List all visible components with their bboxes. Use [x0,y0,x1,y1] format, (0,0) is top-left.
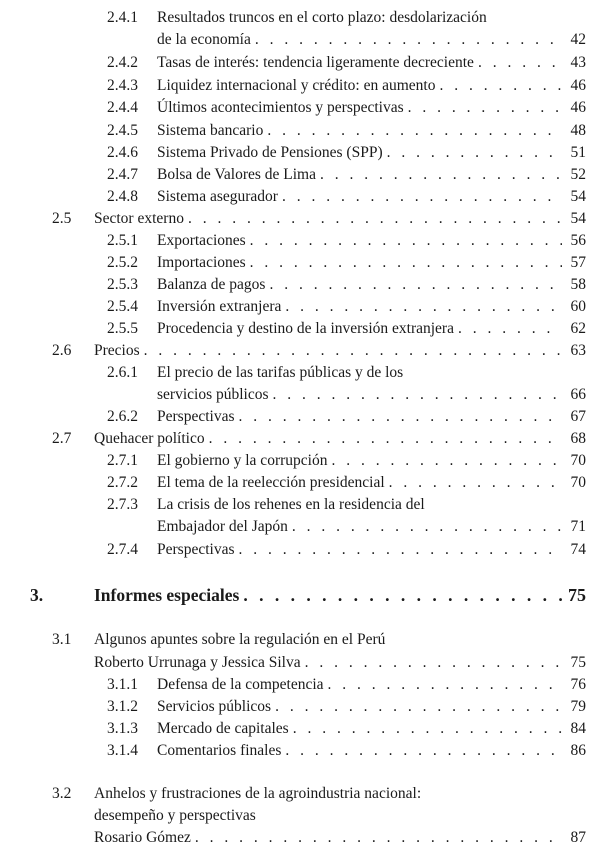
toc-entry-2-4-8[interactable] [0,187,600,207]
toc-entry-2-5-1[interactable] [0,231,600,251]
entry-title: Precios [94,342,140,359]
toc-entry-2-7-1[interactable] [0,451,600,471]
dot-leader [324,675,562,695]
dot-leader [140,341,562,361]
dot-leader [251,30,562,50]
entry-title: Importaciones [157,254,246,271]
entry-number: 3.1.4 [107,742,138,759]
toc-entry-2-6-1[interactable] [0,363,600,383]
entry-title: Liquidez internacional y crédito: en aumento [157,77,436,94]
entry-title-line: Anhelos y frustraciones de la agroindustria nacional: [94,785,422,802]
dot-leader [234,407,562,427]
entry-title: Mercado de capitales [157,720,289,737]
entry-number: 3.1.3 [107,720,138,737]
page-number: 71 [570,518,586,535]
entry-title: Sistema asegurador [157,188,278,205]
page-number: 43 [570,54,586,71]
entry-number: 2.6.2 [107,408,138,425]
entry-number: 2.7.4 [107,541,138,558]
entry-title: Tasas de interés: tendencia ligeramente decreciente [157,54,474,71]
page-number: 66 [570,386,586,403]
toc-entry-2-5-2[interactable] [0,253,600,273]
entry-number: 2.4.6 [107,144,138,161]
toc-entry-2-4-1-continued[interactable] [0,30,600,50]
dot-leader [271,697,562,717]
entry-number: 2.4.8 [107,188,138,205]
page-number: 67 [570,408,586,425]
dot-leader [281,741,562,761]
entry-title-line: desempeño y perspectivas [94,807,256,824]
entry-number: 2.6.1 [107,364,138,381]
entry-title: servicios públicos [157,386,269,403]
entry-title: Sistema bancario [157,122,264,139]
toc-entry-2-4-5[interactable] [0,121,600,141]
entry-title: Perspectivas [157,541,235,558]
page-number: 74 [570,541,586,558]
entry-number: 2.4.1 [107,9,138,26]
entry-title: Quehacer político [94,430,205,447]
entry-number: 3.1 [52,631,72,648]
entry-number: 2.4.5 [107,122,138,139]
dot-leader [383,143,562,163]
entry-number: 2.7.2 [107,474,138,491]
entry-title-line: El precio de las tarifas públicas y de los [157,364,404,381]
entry-title: Últimos acontecimientos y perspectivas [157,99,404,116]
page-number: 87 [570,829,586,846]
toc-entry-3-1-2[interactable] [0,697,600,717]
entry-author: Rosario Gómez [94,829,191,846]
chapter-number: 3. [30,585,44,605]
toc-entry-2-5-5[interactable] [0,319,600,339]
page-number: 68 [570,430,586,447]
toc-entry-2-5[interactable] [0,209,600,229]
entry-title: Procedencia y destino de la inversión extranjera [157,320,454,337]
toc-entry-3-1-4[interactable] [0,741,600,761]
entry-title-line: Algunos apuntes sobre la regulación en el Perú [94,631,386,648]
dot-leader [246,253,562,273]
entry-number: 2.4.7 [107,166,138,183]
entry-title: El tema de la reelección presidencial [157,474,385,491]
entry-title: Exportaciones [157,232,246,249]
page-number: 70 [570,474,586,491]
toc-entry-2-4-6[interactable] [0,143,600,163]
entry-title: de la economía [157,31,251,48]
dot-leader [278,187,562,207]
page-number: 46 [570,99,586,116]
page-number: 60 [570,298,586,315]
toc-entry-2-6[interactable] [0,341,600,361]
entry-title: Balanza de pagos [157,276,266,293]
toc-entry-2-4-1[interactable] [0,8,600,28]
toc-entry-2-7-4[interactable] [0,540,600,560]
entry-title: Servicios públicos [157,698,272,715]
page-number: 58 [570,276,586,293]
toc-entry-2-4-4[interactable] [0,98,600,118]
toc-entry-3-1-author[interactable] [0,653,600,673]
page-number: 54 [570,188,586,205]
entry-number: 3.2 [52,785,72,802]
page-number: 70 [570,452,586,469]
entry-title: Perspectivas [157,408,235,425]
page-number: 46 [570,77,586,94]
entry-number: 2.7.1 [107,452,138,469]
toc-entry-2-4-2[interactable] [0,53,600,73]
page-number: 57 [570,254,586,271]
dot-leader [281,297,562,317]
toc-entry-3-2-author[interactable] [0,828,600,848]
entry-number: 2.4.4 [107,99,138,116]
dot-leader [265,275,562,295]
entry-title: Sector externo [94,210,184,227]
dot-leader [191,828,562,848]
chapter-title: Informes especiales [94,585,240,605]
page-number: 63 [570,342,586,359]
page-number: 56 [570,232,586,249]
entry-number: 2.5.5 [107,320,138,337]
dot-leader [316,165,562,185]
dot-leader [301,653,562,673]
toc-entry-2-6-2[interactable] [0,407,600,427]
entry-title: Sistema Privado de Pensiones (SPP) [157,144,383,161]
entry-title: Inversión extranjera [157,298,282,315]
entry-number: 2.5.1 [107,232,138,249]
page-number: 62 [570,320,586,337]
dot-leader [435,76,562,96]
dot-leader [269,385,563,405]
entry-title: El gobierno y la corrupción [157,452,328,469]
toc-entry-2-5-3[interactable] [0,275,600,295]
toc-entry-3-2-line2[interactable] [0,806,600,826]
toc-entry-2-4-3[interactable] [0,76,600,96]
page-number: 51 [570,144,586,161]
entry-number: 2.5.2 [107,254,138,271]
dot-leader [246,231,562,251]
page-number: 84 [570,720,586,737]
entry-number: 2.5 [52,210,72,227]
toc-entry-3-1-3[interactable] [0,719,600,739]
entry-number: 2.6 [52,342,72,359]
page-number: 79 [570,698,586,715]
dot-leader [263,121,562,141]
page-number: 76 [570,676,586,693]
page-number: 54 [570,210,586,227]
toc-entry-2-7-3[interactable] [0,495,600,515]
toc-entry-2-7-2[interactable] [0,473,600,493]
toc-entry-3-1[interactable] [0,630,600,650]
dot-leader [474,53,562,73]
entry-title-line: La crisis de los rehenes en la residencia del [157,496,425,513]
page-number: 75 [570,654,586,671]
dot-leader [327,451,562,471]
entry-author: Roberto Urrunaga y Jessica Silva [94,654,301,671]
dot-leader [239,583,562,607]
page-number: 48 [570,122,586,139]
toc-entry-2-7-3-continued[interactable] [0,517,600,537]
dot-leader [234,540,562,560]
page-number: 52 [570,166,586,183]
toc-chapter-3[interactable] [0,583,600,607]
entry-title: Bolsa de Valores de Lima [157,166,316,183]
dot-leader [205,429,562,449]
toc-entry-2-4-7[interactable] [0,165,600,185]
toc-entry-3-1-1[interactable] [0,675,600,695]
entry-number: 3.1.1 [107,676,138,693]
page-number: 42 [570,31,586,48]
entry-number: 2.7.3 [107,496,138,513]
entry-number: 2.5.3 [107,276,138,293]
entry-number: 3.1.2 [107,698,138,715]
entry-title-line: Resultados truncos en el corto plazo: desdolarización [157,9,487,26]
entry-title: Defensa de la competencia [157,676,324,693]
dot-leader [404,98,562,118]
toc-entry-2-7[interactable] [0,429,600,449]
dot-leader [184,209,562,229]
page-number: 75 [568,585,586,605]
dot-leader [385,473,562,493]
dot-leader [454,319,562,339]
entry-number: 2.5.4 [107,298,138,315]
entry-number: 2.4.2 [107,54,138,71]
toc-entry-2-5-4[interactable] [0,297,600,317]
toc-entry-2-6-1-continued[interactable] [0,385,600,405]
dot-leader [288,517,562,537]
entry-title: Embajador del Japón [157,518,288,535]
entry-title: Comentarios finales [157,742,282,759]
entry-number: 2.7 [52,430,72,447]
page-number: 86 [570,742,586,759]
dot-leader [289,719,562,739]
toc-entry-3-2[interactable] [0,784,600,804]
entry-number: 2.4.3 [107,77,138,94]
